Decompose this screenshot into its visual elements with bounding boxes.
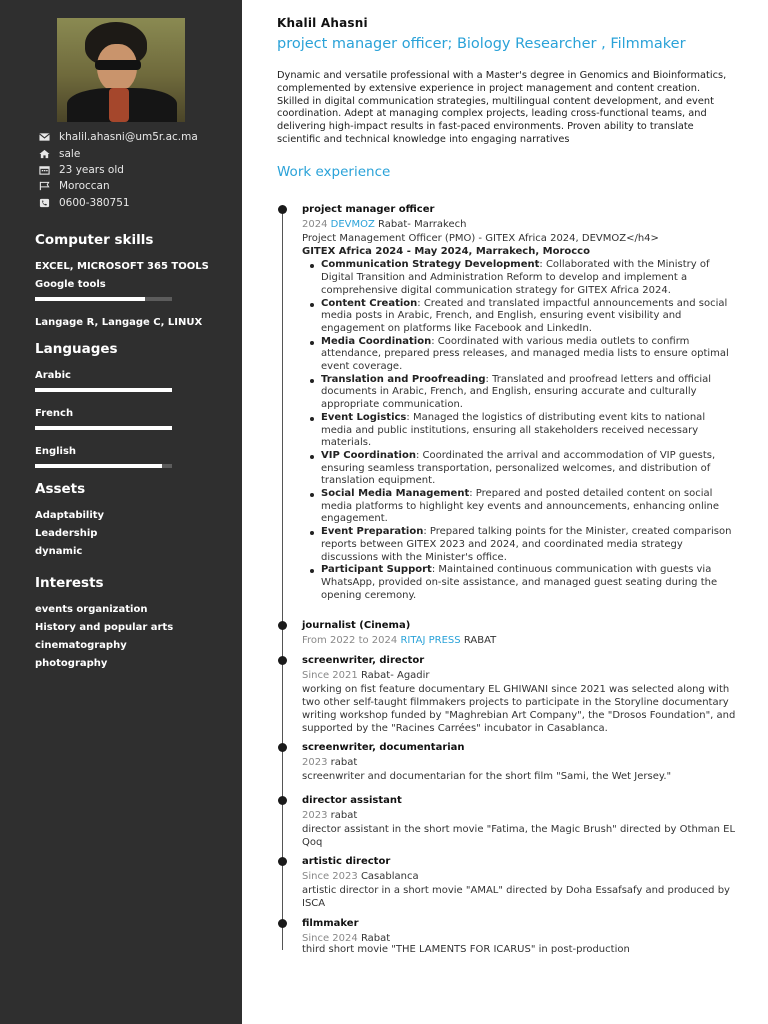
profile-summary: Dynamic and versatile professional with a Master's degree in Genomics and Bioinformatics, complemented by extensive experience in project management and content creation. Skilled in digital communication strategies, multilingual content development, and event coordination. Adept at managing complex projects, leading cross-functional teams, and delivering high-impact results in fast-paced environments. Proven ability to translate scientific and technical knowledge into engaging narratives bbox=[277, 70, 727, 145]
job-period: Since 2024 bbox=[302, 932, 358, 944]
job-bullet: Participant Support: Maintained continuous communication with guests via WhatsApp, provided on-site assistance, and managed guest seating during the opening ceremony. bbox=[302, 564, 738, 602]
contact-age-text: 23 years old bbox=[59, 163, 124, 176]
job-description: artistic director in a short movie "AMAL" directed by Doha Essafsafy and produced by ISCA bbox=[302, 885, 730, 910]
assets-heading: Assets bbox=[35, 481, 86, 497]
work-experience-heading: Work experience bbox=[277, 163, 391, 180]
contact-list bbox=[38, 129, 238, 211]
person-name: Khalil Ahasni bbox=[277, 16, 368, 30]
asset-item: Leadership bbox=[35, 528, 98, 539]
job-meta bbox=[302, 633, 738, 648]
job-title: screenwriter, director bbox=[302, 655, 425, 667]
job-period: 2023 bbox=[302, 809, 328, 821]
languages-section bbox=[35, 341, 230, 481]
assets-section bbox=[35, 481, 230, 561]
job-description: screenwriter and documentarian for the short film "Sami, the Wet Jersey." bbox=[302, 771, 672, 783]
envelope-icon bbox=[38, 132, 50, 142]
sidebar bbox=[0, 0, 242, 1024]
job-entry bbox=[282, 916, 738, 957]
job-period: Since 2021 bbox=[302, 670, 358, 682]
timeline-dot bbox=[278, 743, 287, 752]
job-place: RABAT bbox=[463, 635, 497, 647]
main-content bbox=[277, 16, 737, 180]
interest-item: photography bbox=[35, 658, 108, 669]
job-bullet: Event Logistics: Managed the logistics of distributing event kits to national media and public institutions, ensuring all stakeholders received necessary materials. bbox=[302, 412, 738, 450]
skill-item: Langage R, Langage C, LINUX bbox=[35, 317, 203, 328]
job-meta bbox=[302, 755, 738, 770]
contact-email[interactable] bbox=[38, 129, 238, 145]
language-item: English bbox=[35, 446, 77, 457]
timeline-dot bbox=[278, 656, 287, 665]
timeline-dot bbox=[278, 796, 287, 805]
job-title: project manager officer bbox=[302, 204, 435, 215]
job-place: Rabat bbox=[360, 932, 391, 944]
job-period: 2023 bbox=[302, 757, 328, 769]
skill-item: EXCEL, MICROSOFT 365 TOOLS bbox=[35, 261, 209, 272]
job-bullet: Event Preparation: Prepared talking points for the Minister, created comparison reports between GITEX 2023 and 2024, and coordinated media strategy discussions with the Minister's office. bbox=[302, 526, 738, 564]
job-bullet: Media Coordination: Coordinated with various media outlets to confirm attendance, prepared press releases, and managed media lists to ensure optimal event coverage. bbox=[302, 336, 738, 374]
contact-email-text: khalil.ahasni@um5r.ac.ma bbox=[59, 131, 198, 144]
job-bullet: Communication Strategy Development: Collaborated with the Ministry of Digital Transition and Administration Reform to develop and implement a comprehensive digital communication strategy for GITEX Africa 2024. bbox=[302, 259, 738, 297]
job-meta bbox=[302, 869, 738, 884]
calendar-icon bbox=[38, 165, 50, 175]
languages-heading: Languages bbox=[35, 341, 118, 357]
timeline-dot bbox=[278, 919, 287, 928]
job-entry bbox=[282, 793, 738, 849]
job-bullet: VIP Coordination: Coordinated the arrival and accommodation of VIP guests, ensuring seamless transportation, personalized welcomes, and distribution of translation equipment. bbox=[302, 450, 738, 488]
job-meta bbox=[302, 808, 738, 823]
headline: project manager officer; Biology Researcher , Filmmaker bbox=[277, 36, 686, 52]
job-organization[interactable]: RITAJ PRESS bbox=[400, 635, 461, 647]
job-entry bbox=[282, 202, 738, 602]
skill-level-fill bbox=[35, 297, 145, 301]
home-icon bbox=[38, 149, 50, 159]
job-bullets bbox=[302, 259, 738, 602]
job-title: journalist (Cinema) bbox=[302, 620, 411, 632]
language-item: Arabic bbox=[35, 370, 71, 381]
flag-icon bbox=[38, 181, 50, 191]
contact-address bbox=[38, 145, 238, 161]
contact-phone[interactable] bbox=[38, 195, 238, 211]
job-description: working on fist feature documentary EL GHIWANI since 2021 was selected along with two other self-taught filmmakers projects to participate in the Storyline documentary writing workshop funded by "Maghrebian Art Company", the "Drosos Foundation", and supported by the "Racines Carrées" incubator in Casablanca. bbox=[302, 684, 736, 734]
job-subheading: GITEX Africa 2024 - May 2024, Marrakech, Morocco bbox=[302, 245, 590, 257]
job-place: rabat bbox=[330, 809, 358, 821]
skill-level-bar bbox=[35, 297, 172, 301]
job-period: From 2022 to 2024 bbox=[302, 635, 398, 647]
job-meta bbox=[302, 217, 738, 232]
asset-item: dynamic bbox=[35, 546, 83, 557]
job-entry bbox=[282, 618, 738, 648]
asset-item: Adaptability bbox=[35, 510, 105, 521]
job-entry bbox=[282, 653, 738, 735]
timeline-dot bbox=[278, 205, 287, 214]
contact-address-text: sale bbox=[59, 147, 81, 160]
interests-section bbox=[35, 575, 230, 673]
job-place: Casablanca bbox=[360, 871, 419, 883]
job-place: Rabat- Agadir bbox=[360, 670, 430, 682]
job-description: third short movie "THE LAMENTS FOR ICARUS" in post-production bbox=[302, 943, 630, 955]
job-title: artistic director bbox=[302, 856, 391, 868]
job-organization[interactable]: DEVMOZ bbox=[330, 219, 375, 230]
interests-heading: Interests bbox=[35, 575, 104, 591]
interest-item: History and popular arts bbox=[35, 622, 174, 633]
language-level-fill bbox=[35, 464, 162, 468]
timeline-dot bbox=[278, 857, 287, 866]
job-period: 2024 bbox=[302, 219, 328, 230]
job-bullet: Content Creation: Created and translated impactful announcements and social media posts in Arabic, French, and English, ensuring event visibility and engagement on platforms like Facebook and LinkedIn. bbox=[302, 298, 738, 336]
job-place: rabat bbox=[330, 757, 358, 769]
language-level-fill bbox=[35, 388, 172, 392]
language-level-bar bbox=[35, 464, 172, 468]
skill-item: Google tools bbox=[35, 279, 106, 290]
contact-age bbox=[38, 162, 238, 178]
job-place: Rabat- Marrakech bbox=[378, 219, 467, 230]
phone-icon bbox=[38, 198, 50, 208]
job-bullet: Translation and Proofreading: Translated and proofread letters and official documents in Arabic, French, and English, ensuring accurate and culturally appropriate communication. bbox=[302, 374, 738, 412]
contact-phone-text: 0600-380751 bbox=[59, 196, 130, 209]
job-title: director assistant bbox=[302, 794, 402, 806]
work-timeline bbox=[282, 202, 738, 956]
job-description: Project Management Officer (PMO) - GITEX Africa 2024, DEVMOZ</h4> bbox=[302, 233, 659, 244]
job-meta bbox=[302, 668, 738, 683]
job-title: screenwriter, documentarian bbox=[302, 742, 465, 754]
interest-item: events organization bbox=[35, 604, 148, 615]
interest-item: cinematography bbox=[35, 640, 127, 651]
job-entry bbox=[282, 854, 738, 910]
job-entry bbox=[282, 740, 738, 784]
timeline-dot bbox=[278, 621, 287, 630]
language-level-bar bbox=[35, 388, 172, 392]
job-description: director assistant in the short movie "Fatima, the Magic Brush" directed by Othman EL Qoq bbox=[302, 823, 736, 848]
job-bullet: Social Media Management: Prepared and posted detailed content on social media platforms to highlight key events and announcements, enhancing online engagement. bbox=[302, 488, 738, 526]
language-level-fill bbox=[35, 426, 172, 430]
language-item: French bbox=[35, 408, 74, 419]
contact-nationality bbox=[38, 178, 238, 194]
computer-skills-section bbox=[35, 232, 230, 332]
computer-skills-heading: Computer skills bbox=[35, 232, 154, 248]
job-title: filmmaker bbox=[302, 917, 359, 929]
job-period: Since 2023 bbox=[302, 871, 358, 883]
profile-photo bbox=[57, 18, 185, 122]
language-level-bar bbox=[35, 426, 172, 430]
contact-nationality-text: Moroccan bbox=[59, 180, 110, 193]
